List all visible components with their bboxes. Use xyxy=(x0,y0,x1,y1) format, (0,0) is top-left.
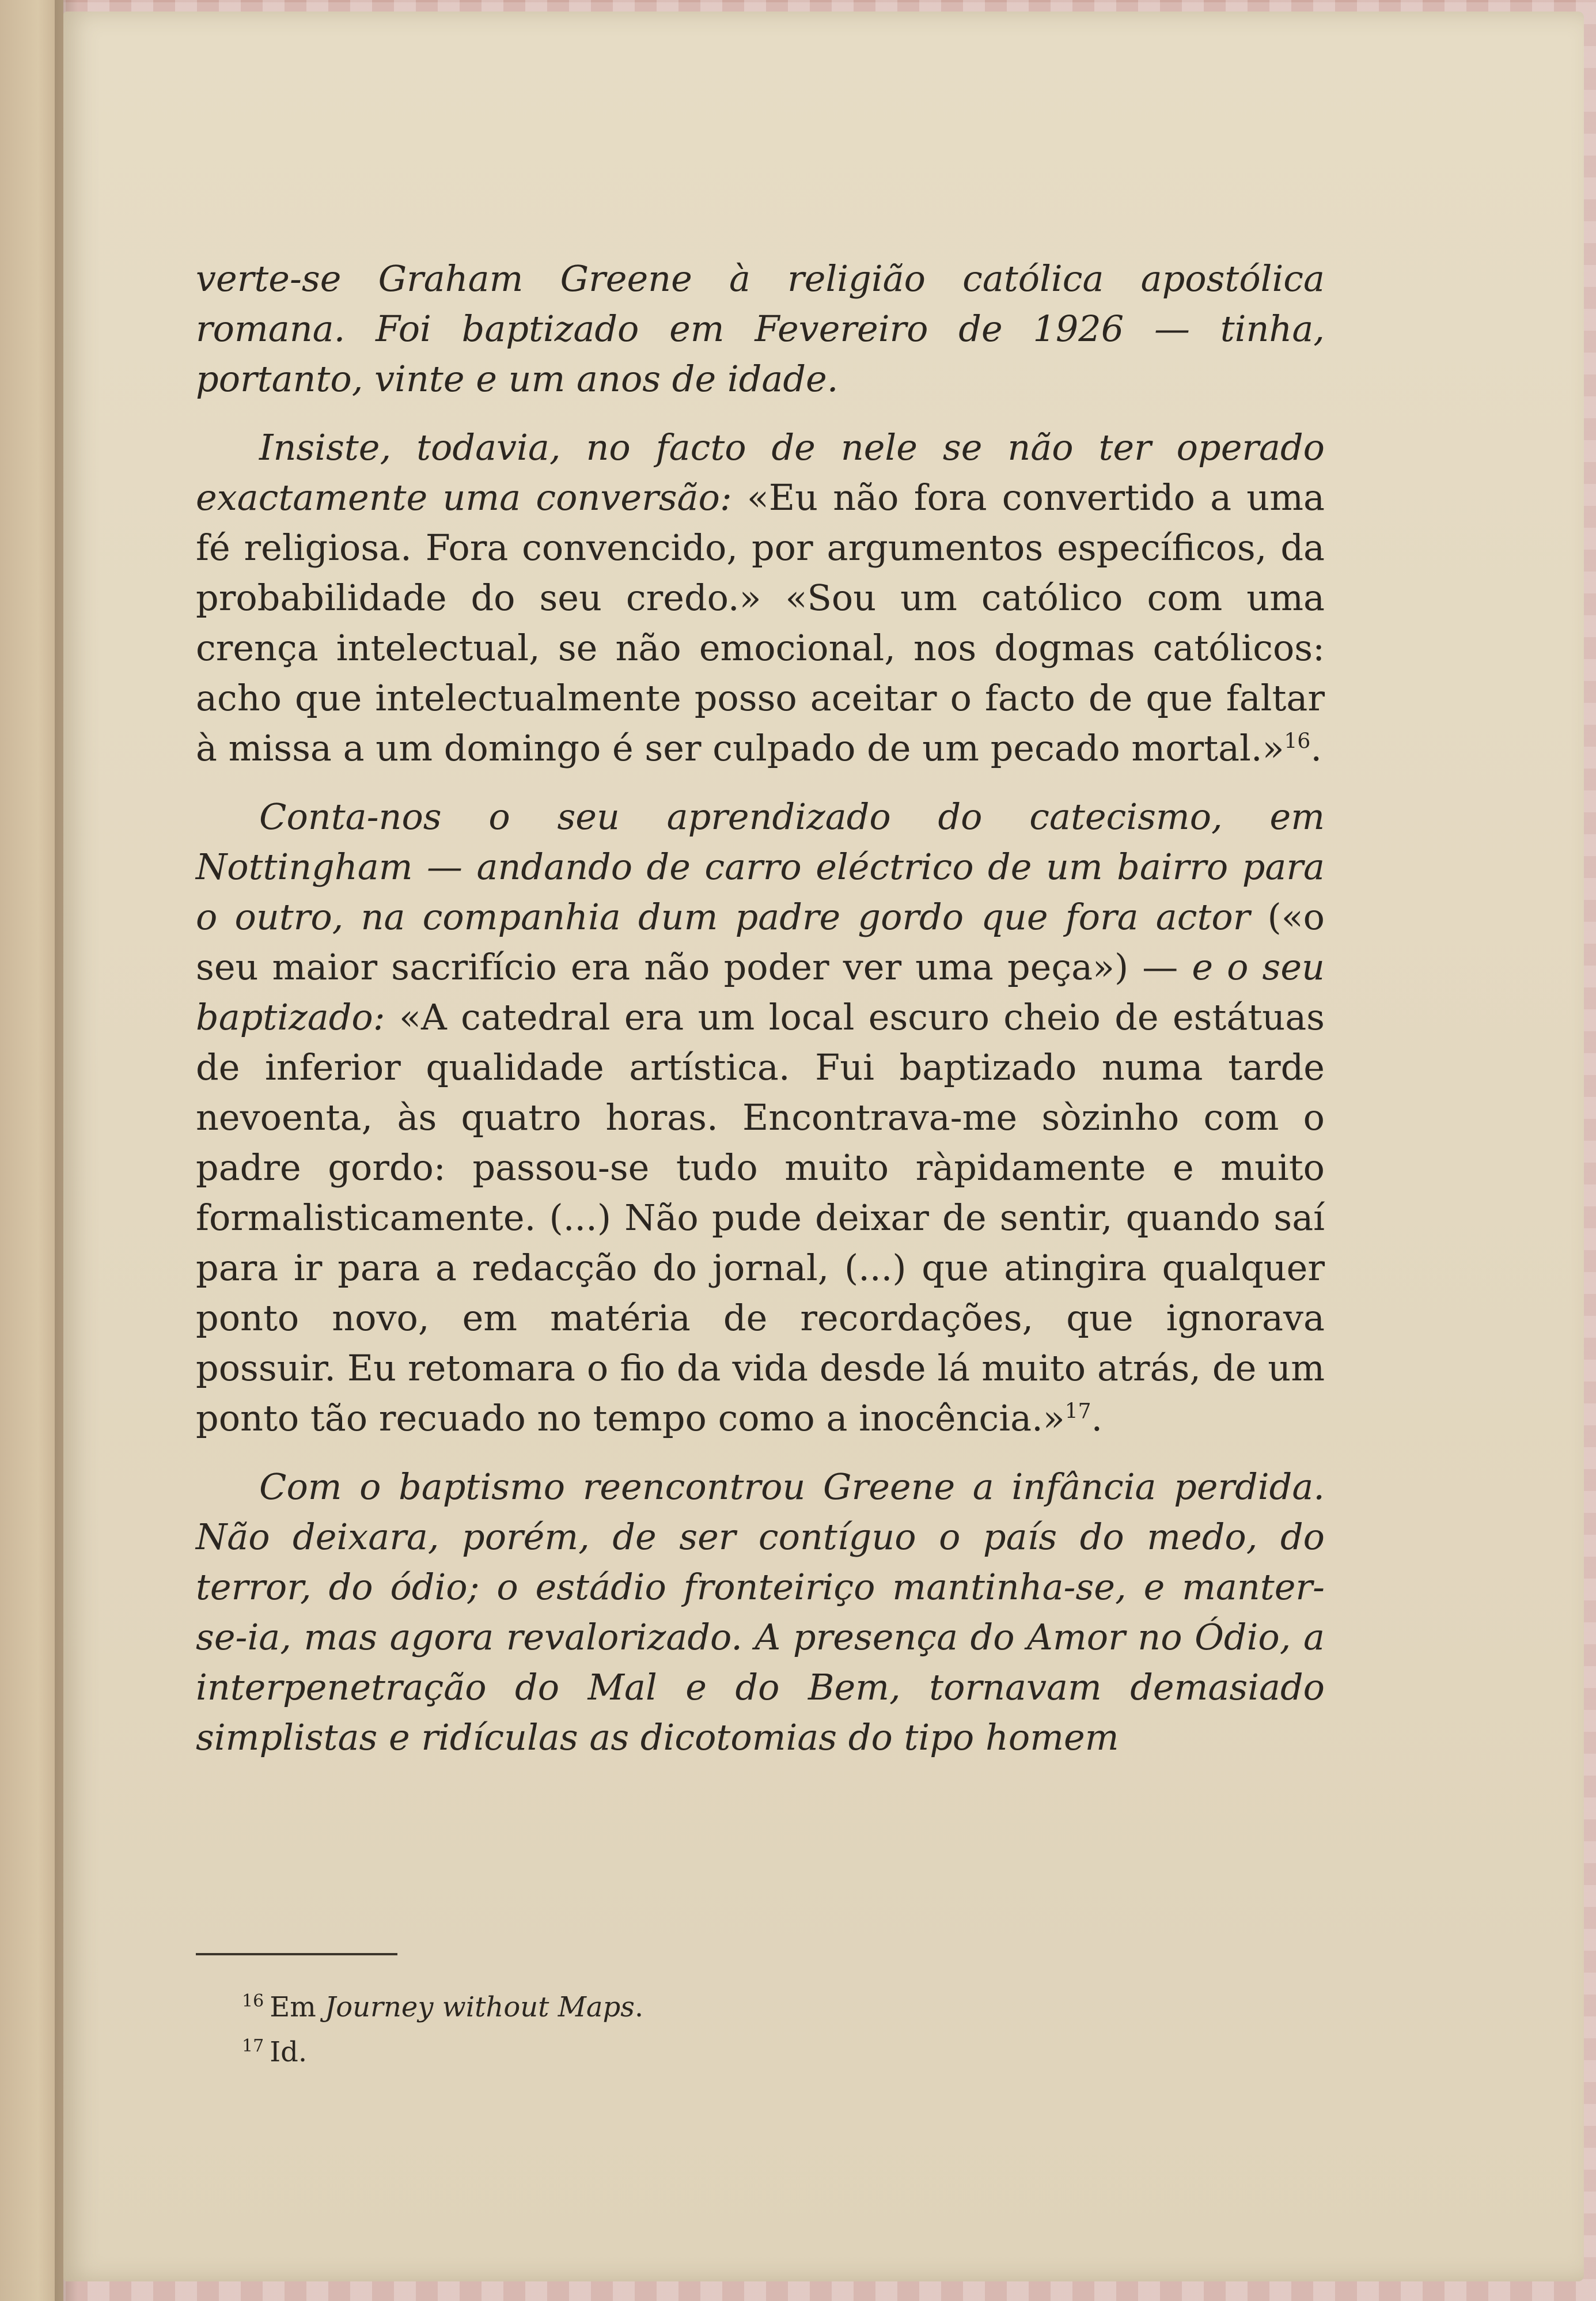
footnote-divider xyxy=(196,1953,397,1955)
footnote-suffix: . xyxy=(634,1991,644,2023)
paragraph-2-italic-lead: Insiste, todavia, no facto de nele se não ter operado exactamente uma conversão: xyxy=(196,426,1325,519)
paragraph-1 xyxy=(196,253,1325,404)
footnote-ref-16: 16 xyxy=(1284,729,1311,754)
footnotes xyxy=(242,1985,1279,2075)
footnote-book-title: Journey without Maps xyxy=(325,1991,635,2023)
paragraph-3-end: . xyxy=(1091,1397,1103,1439)
paragraph-1-text: verte-se Graham Greene à religião católica apostólica romana. Foi baptizado em Fevereiro de 1926 — tinha, portanto, vinte e um anos de idade. xyxy=(196,258,1325,400)
paragraph-4 xyxy=(196,1462,1325,1762)
footnote-prefix: Em xyxy=(270,1991,325,2023)
footnote-number: 17 xyxy=(242,2036,264,2056)
footnote-16 xyxy=(242,1985,1279,2030)
footnote-prefix: Id. xyxy=(270,2036,308,2068)
footnote-ref-17: 17 xyxy=(1064,1399,1091,1424)
paragraph-2 xyxy=(196,422,1325,773)
paragraph-2-end: . xyxy=(1310,727,1322,769)
paragraph-2-quote: «Eu não fora convertido a uma fé religiosa. Fora convencido, por argumentos específicos, da probabilidade do seu credo.» «Sou um católico com uma crença intelectual, se não emocional, nos dogmas católicos: acho que intelectualmente posso aceitar o facto de que faltar à missa a um domingo é ser culpado de um pecado mortal.» xyxy=(196,476,1325,769)
paragraph-3-italic-mid: e o seu baptizado: xyxy=(196,946,1325,1038)
paragraph-3 xyxy=(196,792,1325,1443)
body-text xyxy=(196,253,1325,1781)
previous-page-edge xyxy=(0,0,63,2301)
footnote-number: 16 xyxy=(242,1991,264,2011)
footnote-17 xyxy=(242,2030,1279,2075)
paragraph-3-italic-lead: Conta-nos o seu aprendizado do catecismo, em Nottingham — andando de carro eléctrico de um bairro para o outro, na companhia dum padre gordo que fora actor xyxy=(196,796,1325,938)
paragraph-4-text: Com o baptismo reencontrou Greene a infância perdida. Não deixara, porém, de ser contíguo o país do medo, do terror, do ódio; o estádio fronteiriço mantinha-se, e manter-se-ia, mas agora revalorizado. A presença do Amor no Ódio, a interpenetração do Mal e do Bem, tornavam demasiado simplistas e ridículas as dicotomias do tipo homem xyxy=(196,1466,1325,1758)
book-page xyxy=(63,12,1584,2281)
paragraph-3-quote: «A catedral era um local escuro cheio de estátuas de inferior qualidade artística. Fui baptizado numa tarde nevoenta, às quatro horas. Encontrava-me sòzinho com o padre gordo: passou-se tudo muito ràpidamente e muito formalisticamente. (...) Não pude deixar de sentir, quando saí para ir para a redacção do jornal, (...) que atingira qualquer ponto novo, em matéria de recordações, que ignorava possuir. Eu retomara o fio da vida desde lá muito atrás, de um ponto tão recuado no tempo como a inocência.» xyxy=(196,996,1325,1439)
paragraph-3-parenthetical: («o seu maior sacrifício era não poder ver uma peça») — xyxy=(196,896,1325,988)
